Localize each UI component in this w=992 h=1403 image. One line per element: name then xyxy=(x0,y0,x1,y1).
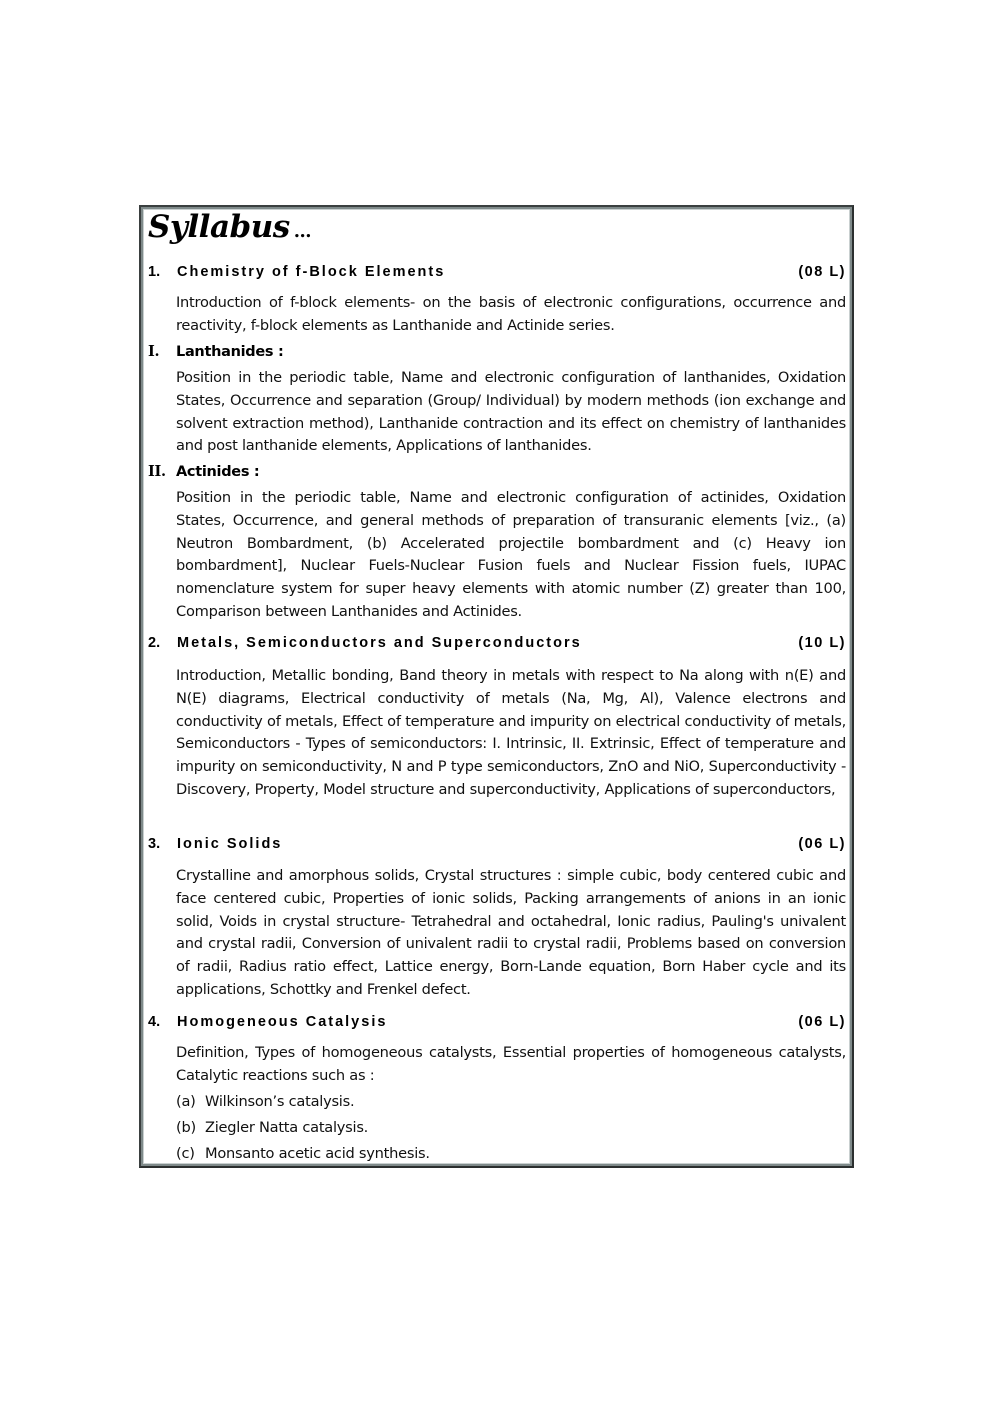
unit-4-heading xyxy=(148,1014,846,1030)
unit-1-heading xyxy=(148,264,846,280)
roman-numeral: II. xyxy=(148,463,166,480)
list-item xyxy=(176,1119,368,1136)
subsection-actinides-text: Position in the periodic table, Name and electronic configuration of actinides, Oxidation States, Occurrence, and general methods of preparation of transuranic elements [viz., (a) Neutron Bombardment, (b) Accelerated projectile bombardment and (c) Heavy ion bombardment], Nuclear Fuels-Nuclear Fusion fuels and Nuclear Fission fuels, IUPAC nomenclature system for super heavy elements with atomic number (Z) greater than 100, Comparison between Lanthanides and Actinides. xyxy=(176,489,846,620)
title-text: Syllabus xyxy=(148,209,290,245)
unit-number: 2. xyxy=(148,635,161,651)
unit-number: 4. xyxy=(148,1014,161,1030)
subsection-title: Lanthanides : xyxy=(176,344,284,360)
unit-3-text: Crystalline and amorphous solids, Crystal structures : simple cubic, body centered cubic and face centered cubic, Properties of ionic solids, Packing arrangements of anions in an ionic solid, Voids in crystal structure- Tetrahedral and octahedral, Ionic radius, Pauling's univalent and crystal radii, Conversion of univalent radii to crystal radii, Problems based on conversion of radii, Radius ratio effect, Lattice energy, Born-Lande equation, Born Haber cycle and its applications, Schottky and Frenkel defect. xyxy=(176,867,846,998)
subsection-actinides-heading xyxy=(148,463,259,480)
page-title xyxy=(148,209,311,245)
lecture-count: (06 L) xyxy=(798,1014,846,1030)
item-label: (b) xyxy=(176,1119,196,1136)
item-label: (c) xyxy=(176,1145,195,1162)
list-item xyxy=(176,1093,354,1110)
roman-numeral: I. xyxy=(148,343,160,360)
item-text: Monsanto acetic acid synthesis. xyxy=(205,1145,430,1162)
item-label: (a) xyxy=(176,1093,196,1110)
item-text: Wilkinson’s catalysis. xyxy=(205,1093,355,1110)
unit-title: Metals, Semiconductors and Superconductors xyxy=(177,635,582,651)
lecture-count: (06 L) xyxy=(798,836,846,852)
unit-2-heading xyxy=(148,635,846,651)
unit-number: 3. xyxy=(148,836,161,852)
unit-title: Ionic Solids xyxy=(177,836,283,852)
unit-title: Chemistry of f-Block Elements xyxy=(177,264,446,280)
lecture-count: (10 L) xyxy=(798,635,846,651)
subsection-title: Actinides : xyxy=(176,464,260,480)
subsection-lanthanides-text: Position in the periodic table, Name and electronic configuration of lanthanides, Oxidation States, Occurrence and separation (Group/ Individual) by modern methods (ion exchange and solvent extraction method), Lanthanide contraction and its effect on chemistry of lanthanides and post lanthanide elements, Applications of lanthanides. xyxy=(176,369,846,455)
unit-1-intro: Introduction of f-block elements- on the basis of electronic configurations, occurrence and reactivity, f-block elements as Lanthanide and Actinide series. xyxy=(176,294,846,334)
unit-2-text: Introduction, Metallic bonding, Band theory in metals with respect to Na along with n(E) and N(E) diagrams, Electrical conductivity of metals (Na, Mg, Al), Valence electrons and conductivity of metals, Effect of temperature and impurity on electrical conductivity of metals, Semiconductors - Types of semiconductors: I. Intrinsic, II. Extrinsic, Effect of temperature and impurity on semiconductivity, N and P type semiconductors, ZnO and NiO, Superconductivity - Discovery, Property, Model structure and superconductivity, Applications of superconductors, xyxy=(176,667,846,798)
item-text: Ziegler Natta catalysis. xyxy=(205,1119,369,1136)
unit-title: Homogeneous Catalysis xyxy=(177,1014,388,1030)
syllabus-box xyxy=(139,205,854,1168)
subsection-lanthanides-heading xyxy=(148,343,283,360)
title-suffix: ... xyxy=(293,221,312,242)
unit-number: 1. xyxy=(148,264,161,280)
unit-4-text: Definition, Types of homogeneous catalysts, Essential properties of homogeneous catalysts, Catalytic reactions such as : xyxy=(176,1044,846,1084)
unit-3-heading xyxy=(148,836,846,852)
lecture-count: (08 L) xyxy=(798,264,846,280)
list-item xyxy=(176,1145,430,1162)
